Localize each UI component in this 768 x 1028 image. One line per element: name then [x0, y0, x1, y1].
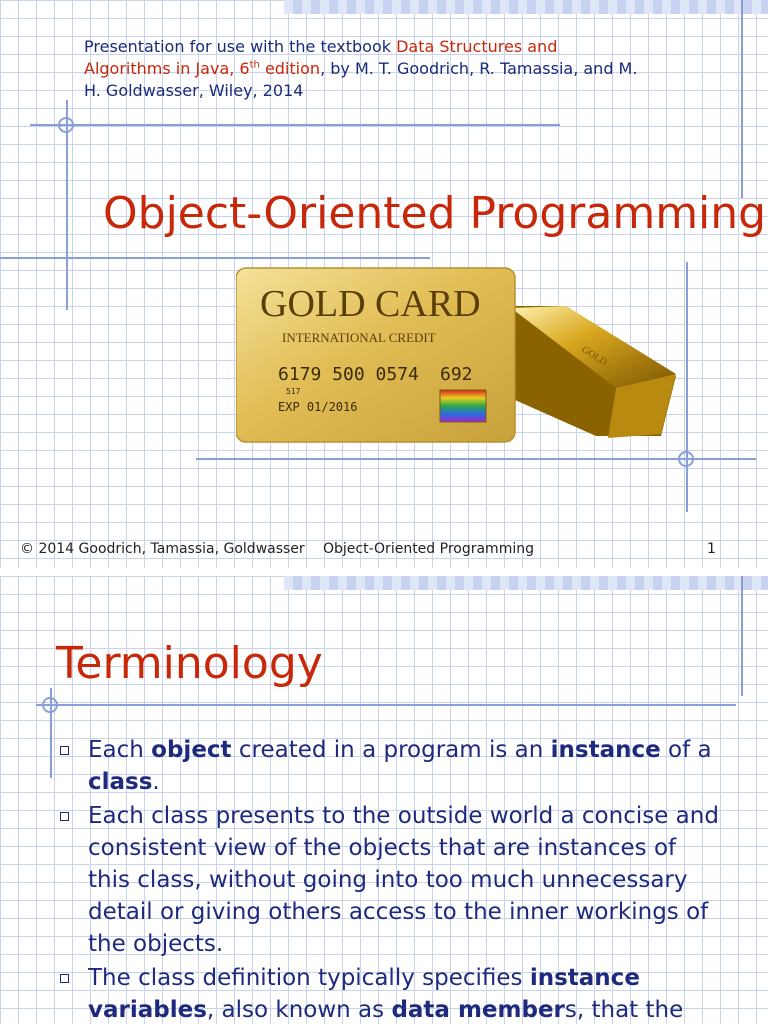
- slide-gap: [0, 568, 768, 576]
- bullet-item: [60, 734, 720, 798]
- header-band: [284, 576, 768, 590]
- card-cvv: 692: [440, 364, 473, 385]
- textbook-citation: [84, 36, 644, 102]
- bullet-text: .: [152, 769, 160, 795]
- bullet-text: s, that the: [564, 997, 684, 1023]
- bullet-item: [60, 800, 720, 960]
- card-subtitle: INTERNATIONAL CREDIT: [282, 330, 436, 345]
- card-number: 6179 500 0574: [278, 364, 419, 385]
- header-band: [284, 0, 768, 14]
- footer-copyright: © 2014 Goodrich, Tamassia, Goldwasser: [20, 541, 305, 557]
- term-instance: instance: [550, 737, 661, 763]
- term-data-member: data member: [391, 997, 565, 1023]
- term-object: object: [151, 737, 232, 763]
- slide-title: Terminology: [56, 638, 323, 689]
- bullet-text: The class definition typically specifies: [88, 965, 530, 991]
- square-bullet-icon: [60, 974, 69, 983]
- book-title-edition: edition: [259, 59, 321, 78]
- edition-superscript: th: [249, 59, 260, 71]
- bullet-list: [60, 734, 720, 1028]
- slide-title: Object-Oriented Programming: [103, 188, 767, 239]
- hologram-icon: [440, 390, 486, 422]
- bar-stamp: GOLD: [579, 344, 609, 369]
- card-brand: GOLD CARD: [260, 283, 481, 325]
- bullet-text: Each: [88, 737, 152, 763]
- square-bullet-icon: [60, 746, 69, 755]
- footer-topic: Object-Oriented Programming: [323, 541, 534, 557]
- bullet-text: of a: [660, 737, 712, 763]
- book-title-text: Data Structures and Algorithms in Java, 6: [84, 37, 558, 78]
- decor-rule: [30, 124, 560, 126]
- card-small-code: 517: [286, 387, 301, 396]
- citation-authors: , by M. T. Goodrich, R. Tamassia, and M. H. Goldwasser, Wiley, 2014: [84, 59, 638, 100]
- decor-rule: [741, 576, 743, 696]
- gold-card-image: [236, 266, 684, 446]
- bullet-item: [60, 962, 720, 1026]
- decor-rule: [741, 0, 743, 198]
- term-instance-variables: instance variables: [88, 965, 640, 1023]
- card-expiry: EXP 01/2016: [278, 400, 358, 414]
- registration-mark: [42, 697, 58, 713]
- bullet-text: created in a program is an: [231, 737, 551, 763]
- bullet-text: Each class presents to the outside world a concise and consistent view of the objects that are instances of this class, without going into too much unnecessary detail or giving others access to the inner workings of the objects.: [88, 803, 719, 957]
- decor-rule: [686, 262, 688, 512]
- square-bullet-icon: [60, 812, 69, 821]
- decor-rule: [196, 458, 756, 460]
- registration-mark: [58, 117, 74, 133]
- term-class: class: [88, 769, 153, 795]
- decor-rule: [36, 704, 736, 706]
- bullet-text: , also known as: [206, 997, 392, 1023]
- citation-text: Presentation for use with the textbook: [84, 37, 397, 56]
- footer-page-number: 1: [707, 541, 716, 557]
- registration-mark: [678, 451, 694, 467]
- decor-rule: [0, 257, 430, 259]
- gold-bar-icon: [506, 306, 676, 438]
